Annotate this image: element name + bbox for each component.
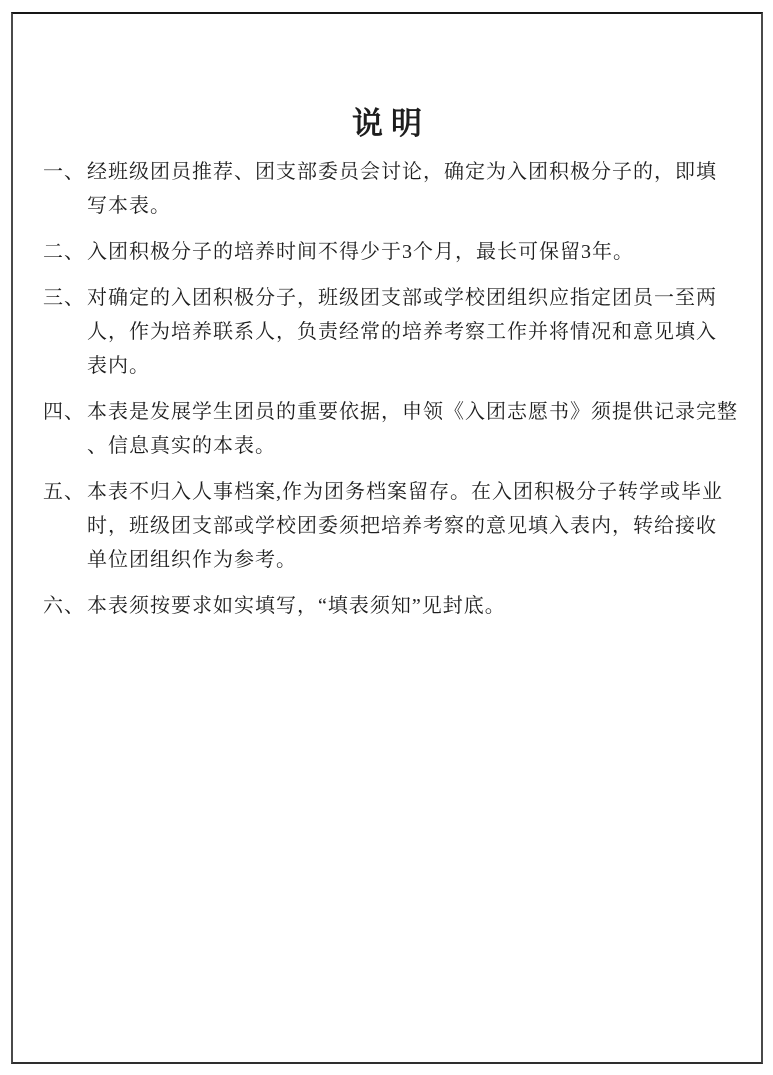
instruction-item-6 [43,589,717,623]
instruction-item-3 [43,281,717,383]
item-line: 表内。 [87,355,150,377]
item-line: 本表须按要求如实填写，“填表须知”见封底。 [87,595,506,617]
page-border-frame [11,12,763,1064]
item-line: 、信息真实的本表。 [87,435,276,457]
item-line: 入团积极分子的培养时间不得少于3个月，最长可保留3年。 [87,241,634,263]
item-number: 五、 [43,481,85,503]
item-line: 时，班级团支部或学校团委须把培养考察的意见填入表内，转给接收 [87,515,717,537]
instructions-list [43,155,738,623]
instruction-item-4 [43,395,738,463]
item-number: 四、 [43,401,85,423]
item-number: 一、 [43,161,85,183]
item-number: 二、 [43,241,85,263]
item-number: 三、 [43,287,85,309]
item-line: 单位团组织作为参考。 [87,549,297,571]
instruction-item-2 [43,235,717,269]
page-title: 说明 [352,106,430,141]
item-line: 写本表。 [87,195,171,217]
item-number: 六、 [43,595,85,617]
item-line: 本表是发展学生团员的重要依据，申领《入团志愿书》须提供记录完整 [87,401,738,423]
item-line: 人，作为培养联系人，负责经常的培养考察工作并将情况和意见填入 [87,321,717,343]
item-line: 经班级团员推荐、团支部委员会讨论，确定为入团积极分子的，即填 [87,161,717,183]
instruction-item-1 [43,155,717,223]
item-line: 对确定的入团积极分子，班级团支部或学校团组织应指定团员一至两 [87,287,717,309]
item-line: 本表不归入人事档案,作为团务档案留存。在入团积极分子转学或毕业 [87,481,723,503]
instruction-item-5 [43,475,723,577]
